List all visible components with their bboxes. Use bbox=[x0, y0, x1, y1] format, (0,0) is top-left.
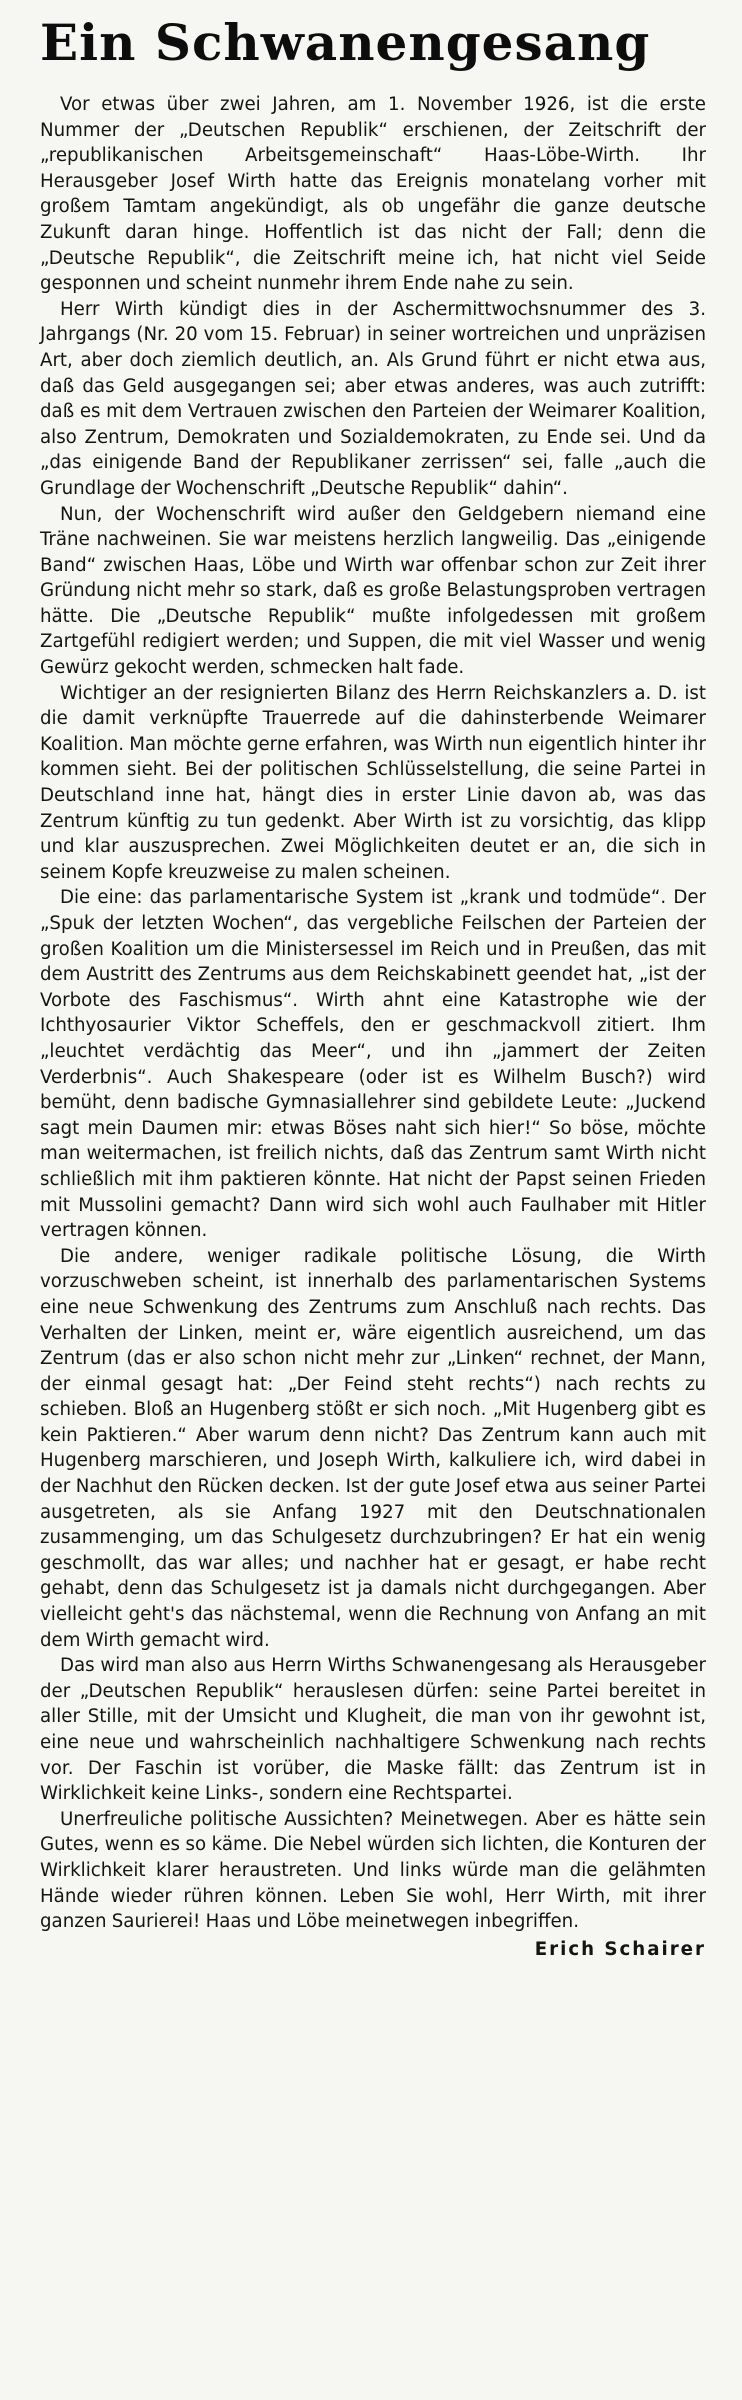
paragraph-7: Das wird man also aus Herrn Wirths Schwanengesang als Herausgeber der „Deutschen Republik“ herauslesen dürfen: seine Partei bereitet in aller Stille, mit der Umsicht und Klugheit, die man von ihr gewohnt ist, eine neue und wahrscheinlich nachhaltigere Schwenkung nach rechts vor. Der Faschin ist vorüber, die Maske fällt: das Zentrum ist in Wirklichkeit keine Links-, sondern eine Rechtspartei. bbox=[40, 1655, 706, 1805]
paragraph-4: Wichtiger an der resignierten Bilanz des Herrn Reichskanzlers a. D. ist die damit verknüpfte Trauerrede auf die dahinsterbende Weimarer Koalition. Man möchte gerne erfahren, was Wirth nun eigentlich hinter ihr kommen sieht. Bei der politischen Schlüsselstellung, die seine Partei in Deutschland inne hat, hängt dies in erster Linie davon ab, was das Zentrum künftig zu tun gedenkt. Aber Wirth ist zu vorsichtig, das klipp und klar auszusprechen. Zwei Möglichkeiten deutet er an, die sich in seinem Kopfe kreuzweise zu malen scheinen. bbox=[40, 682, 706, 883]
paragraph-3: Nun, der Wochenschrift wird außer den Geldgebern niemand eine Träne nachweinen. Sie war meistens herzlich langweilig. Das „einigende Band“ zwischen Haas, Löbe und Wirth war offenbar schon zur Zeit ihrer Gründung nicht mehr so stark, daß es große Belastungsproben vertragen hätte. Die „Deutsche Republik“ mußte infolgedessen mit großem Zartgefühl redigiert werden; und Suppen, die mit viel Wasser und wenig Gewürz gekocht werden, schmecken halt fade. bbox=[40, 503, 706, 679]
paragraph-5: Die eine: das parlamentarische System ist „krank und todmüde“. Der „Spuk der letzten Wochen“, das vergebliche Feilschen der Parteien der großen Koalition um die Ministersessel im Reich und in Preußen, das mit dem Austritt des Zentrums aus dem Reichskabinett geendet hat, „ist der Vorbote des Faschismus“. Wirth ahnt eine Katastrophe wie der Ichthyosaurier Viktor Scheffels, den er geschmackvoll zitiert. Ihm „leuchtet verdächtig das Meer“, und ihn „jammert der Zeiten Verderbnis“. Auch Shakespeare (oder ist es Wilhelm Busch?) wird bemüht, denn badische Gymnasiallehrer sind gebildete Leute: „Juckend sagt mein Daumen mir: etwas Böses naht sich hier!“ So böse, möchte man weitermachen, ist freilich nichts, daß das Zentrum samt Wirth nicht schließlich mit ihm paktieren könnte. Hat nicht der Papst seinen Frieden mit Mussolini gemacht? Dann wird sich wohl auch Faulhaber mit Hitler vertragen können. bbox=[40, 887, 706, 1242]
author-signature: Erich Schairer bbox=[534, 1938, 706, 1960]
paragraph-6: Die andere, weniger radikale politische Lösung, die Wirth vorzuschweben scheint, ist innerhalb des parlamentarischen Systems eine neue Schwenkung des Zentrums zum Anschluß nach rechts. Das Verhalten der Linken, meint er, wäre eigentlich ausreichend, um das Zentrum (das er also schon nicht mehr zur „Linken“ rechnet, der Mann, der einmal gesagt hat: „Der Feind steht rechts“) nach rechts zu schieben. Bloß an Hugenberg stößt er sich noch. „Mit Hugenberg gibt es kein Paktieren.“ Aber warum denn nicht? Das Zentrum kann auch mit Hugenberg marschieren, und Joseph Wirth, kalkuliere ich, wird dabei in der Nachhut den Rücken decken. Ist der gute Josef etwa aus seiner Partei ausgetreten, als sie Anfang 1927 mit den Deutschnationalen zusammenging, um das Schulgesetz durchzubringen? Er hat ein wenig geschmollt, das war alles; und nachher hat er gesagt, er habe recht gehabt, denn das Schulgesetz ist ja damals nicht durchgegangen. Aber vielleicht geht's das nächstemal, wenn die Rechnung von Anfang an mit dem Wirth gemacht wird. bbox=[40, 1245, 706, 1651]
article-title: Ein Schwanengesang bbox=[40, 13, 651, 72]
paragraph-8: Unerfreuliche politische Aussichten? Meinetwegen. Aber es hätte sein Gutes, wenn es so käme. Die Nebel würden sich lichten, die Konturen der Wirklichkeit klarer heraustreten. Und links würde man die gelähmten Hände wieder rühren können. Leben Sie wohl, Herr Wirth, mit ihrer ganzen Saurierei! Haas und Löbe meinetwegen inbegriffen. bbox=[40, 1808, 706, 1933]
paragraph-1: Vor etwas über zwei Jahren, am 1. November 1926, ist die erste Nummer der „Deutschen Republik“ erschienen, der Zeitschrift der „republikanischen Arbeitsgemeinschaft“ Haas-Löbe-Wirth. Ihr Herausgeber Josef Wirth hatte das Ereignis monatelang vorher mit großem Tamtam angekündigt, als ob ungefähr die ganze deutsche Zukunft daran hinge. Hoffentlich ist das nicht der Fall; denn die „Deutsche Republik“, die Zeitschrift meine ich, hat nicht viel Seide gesponnen und scheint nunmehr ihrem Ende nahe zu sein. bbox=[40, 94, 706, 295]
paragraph-2: Herr Wirth kündigt dies in der Aschermittwochsnummer des 3. Jahrgangs (Nr. 20 vom 15. Februar) in seiner wortreichen und unpräzisen Art, aber doch ziemlich deutlich, an. Als Grund führt er nicht etwa aus, daß das Geld ausgegangen sei; aber etwas anderes, was auch zutrifft: daß es mit dem Vertrauen zwischen den Parteien der Weimarer Koalition, also Zentrum, Demokraten und Sozialdemokraten, zu Ende sei. Und da „das einigende Band der Republikaner zerrissen“ sei, falle „auch die Grundlage der Wochenschrift „Deutsche Republik“ dahin“. bbox=[40, 298, 706, 499]
article-body bbox=[40, 92, 706, 1935]
newspaper-clipping bbox=[28, 10, 718, 2390]
